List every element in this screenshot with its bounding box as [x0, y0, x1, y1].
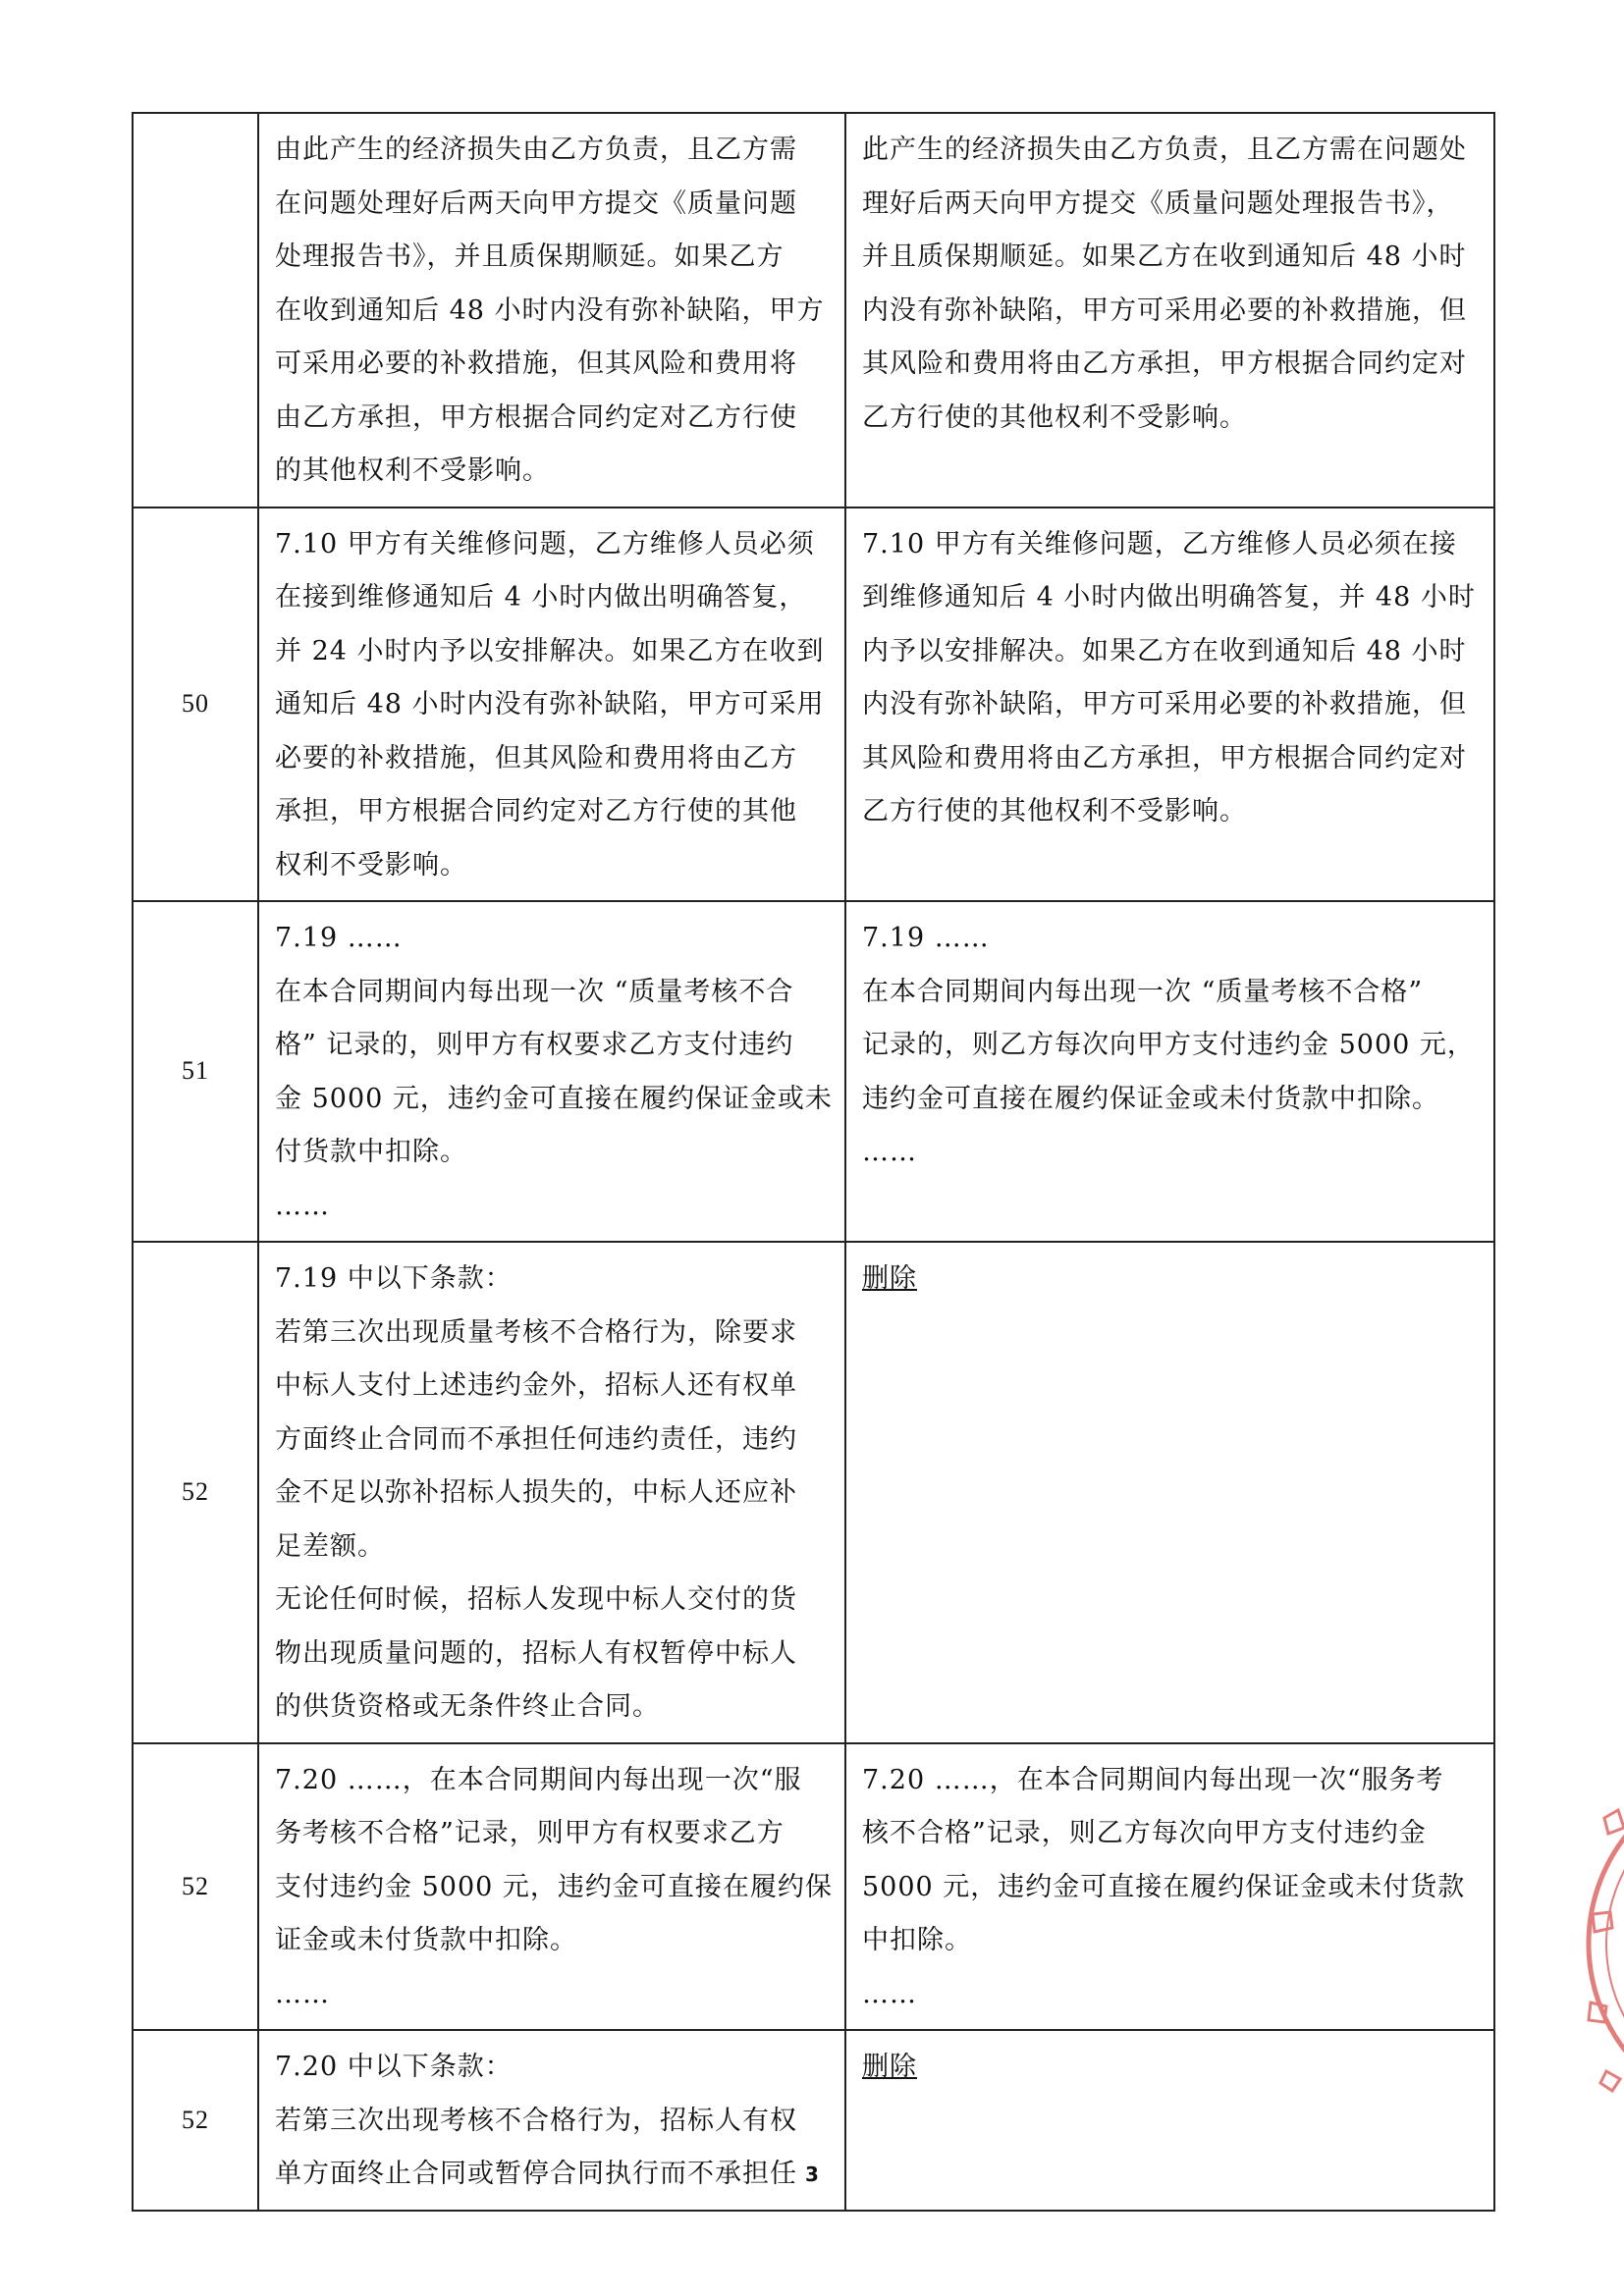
- text-line: 证金或未付货款中扣除。: [275, 1925, 577, 1955]
- seal-glyph: [1604, 1810, 1624, 1834]
- original-clause: [258, 113, 845, 507]
- text-line: ……: [275, 1978, 330, 2009]
- deleted-mark: 删除: [862, 1263, 917, 1294]
- row-number: 51: [133, 901, 258, 1242]
- text-line: 并 24 小时内予以安排解决。如果乙方在收到: [275, 635, 825, 667]
- modified-clause: [845, 507, 1494, 902]
- deleted-mark: 删除: [862, 2052, 917, 2082]
- original-clause: [258, 1242, 845, 1743]
- text-line: 若第三次出现考核不合格行为，招标人有权: [275, 2105, 797, 2136]
- text-line: 的供货资格或无条件终止合同。: [275, 1691, 660, 1722]
- table-row: [133, 1242, 1494, 1743]
- text-line: 在问题处理好后两天向甲方提交《质量问题: [275, 187, 797, 219]
- text-line: 在本合同期间内每出现一次 “质量考核不合: [275, 976, 794, 1007]
- table-row: [133, 901, 1494, 1242]
- text-line: 由此产生的经济损失由乙方负责，且乙方需: [275, 134, 797, 165]
- table-row: [133, 507, 1494, 902]
- row-number: [133, 113, 258, 507]
- text-line: 其风险和费用将由乙方承担，甲方根据合同约定对: [862, 742, 1467, 774]
- text-line: 理好后两天向甲方提交《质量问题处理报告书》，: [862, 187, 1454, 219]
- text-line: 权利不受影响。: [275, 849, 467, 881]
- text-line: 必要的补救措施，但其风险和费用将由乙方: [275, 742, 797, 774]
- text-line: 内没有弥补缺陷，甲方可采用必要的补救措施，但: [862, 689, 1467, 720]
- text-line: 若第三次出现质量考核不合格行为，除要求: [275, 1316, 797, 1348]
- text-line: 记录的，则乙方每次向甲方支付违约金 5000 元，: [862, 1030, 1475, 1060]
- text-line: 乙方行使的其他权利不受影响。: [862, 401, 1247, 433]
- seal-glyph: [1593, 1912, 1612, 1932]
- text-line: 在本合同期间内每出现一次 “质量考核不合格”: [862, 976, 1424, 1007]
- text-line: 违约金可直接在履约保证金或未付货款中扣除。: [862, 1083, 1439, 1114]
- text-line: ……: [862, 1137, 917, 1167]
- text-line: 7.19 ……: [275, 923, 403, 953]
- text-line: 7.20 ……，在本合同期间内每出现一次“服务考: [862, 1764, 1444, 1795]
- original-clause: [258, 1743, 845, 2031]
- text-line: 承担，甲方根据合同约定对乙方行使的其他: [275, 796, 797, 827]
- text-line: 处理报告书》，并且质保期顺延。如果乙方: [275, 241, 785, 272]
- modified-clause: [845, 1242, 1494, 1743]
- company-seal: [1577, 1757, 1624, 2130]
- text-line: 务考核不合格”记录，则甲方有权要求乙方: [275, 1818, 785, 1848]
- text-line: 格” 记录的，则甲方有权要求乙方支付违约: [275, 1030, 794, 1060]
- text-line: 内没有弥补缺陷，甲方可采用必要的补救措施，但: [862, 294, 1467, 326]
- page-number: 3: [805, 2163, 819, 2186]
- text-line: 并且质保期顺延。如果乙方在收到通知后 48 小时: [862, 241, 1467, 272]
- text-line: 物出现质量问题的，招标人有权暂停中标人: [275, 1637, 797, 1669]
- text-line: 中标人支付上述违约金外，招标人还有权单: [275, 1370, 797, 1401]
- text-line: 金不足以弥补招标人损失的，中标人还应补: [275, 1477, 797, 1508]
- text-line: 无论任何时候，招标人发现中标人交付的货: [275, 1584, 797, 1615]
- text-line: 7.10 甲方有关维修问题，乙方维修人员必须: [275, 528, 815, 560]
- text-line: 7.19 ……: [862, 923, 990, 953]
- row-number: 52: [133, 2030, 258, 2211]
- row-number: 50: [133, 507, 258, 902]
- table-row: [133, 113, 1494, 507]
- text-line: 在接到维修通知后 4 小时内做出明确答复，: [275, 582, 807, 613]
- text-line: 7.20 ……，在本合同期间内每出现一次“服: [275, 1764, 802, 1795]
- seal-glyph: [1600, 2071, 1620, 2091]
- text-line: 5000 元，违约金可直接在履约保证金或未付货款: [862, 1871, 1466, 1902]
- text-line: 7.20 中以下条款：: [275, 2052, 513, 2082]
- seal-inner-ring: [1606, 1787, 1624, 2101]
- text-line: 足差额。: [275, 1530, 385, 1562]
- seal-glyph: [1589, 2002, 1606, 2022]
- text-line: 7.10 甲方有关维修问题，乙方维修人员必须在接: [862, 528, 1457, 560]
- comparison-table: [132, 112, 1495, 2212]
- text-line: 中扣除。: [862, 1925, 972, 1955]
- text-line: 付货款中扣除。: [275, 1137, 467, 1167]
- text-line: 可采用必要的补救措施，但其风险和费用将: [275, 348, 797, 379]
- row-number: 52: [133, 1242, 258, 1743]
- text-line: 通知后 48 小时内没有弥补缺陷，甲方可采用: [275, 689, 825, 720]
- text-line: 到维修通知后 4 小时内做出明确答复，并 48 小时: [862, 582, 1476, 613]
- original-clause: [258, 901, 845, 1242]
- seal-ring: [1589, 1769, 1624, 2118]
- text-line: 由乙方承担，甲方根据合同约定对乙方行使: [275, 401, 797, 433]
- original-clause: [258, 507, 845, 902]
- text-line: 此产生的经济损失由乙方负责，且乙方需在问题处: [862, 134, 1467, 165]
- text-line: 支付违约金 5000 元，违约金可直接在履约保: [275, 1871, 833, 1902]
- table-row: [133, 1743, 1494, 2031]
- text-line: 单方面终止合同或暂停合同执行而不承担任: [275, 2159, 797, 2189]
- modified-clause: [845, 113, 1494, 507]
- text-line: 金 5000 元，违约金可直接在履约保证金或未: [275, 1083, 833, 1114]
- text-line: 7.19 中以下条款：: [275, 1263, 513, 1294]
- modified-clause: [845, 901, 1494, 1242]
- text-line: ……: [275, 1190, 330, 1221]
- text-line: 乙方行使的其他权利不受影响。: [862, 796, 1247, 827]
- text-line: 在收到通知后 48 小时内没有弥补缺陷，甲方: [275, 294, 825, 326]
- text-line: 其风险和费用将由乙方承担，甲方根据合同约定对: [862, 348, 1467, 379]
- text-line: 的其他权利不受影响。: [275, 455, 550, 486]
- text-line: 内予以安排解决。如果乙方在收到通知后 48 小时: [862, 635, 1467, 667]
- row-number: 52: [133, 1743, 258, 2031]
- text-line: 核不合格”记录，则乙方每次向甲方支付违约金: [862, 1818, 1427, 1848]
- text-line: 方面终止合同而不承担任何违约责任，违约: [275, 1423, 797, 1455]
- text-line: ……: [862, 1978, 917, 2009]
- modified-clause: [845, 1743, 1494, 2031]
